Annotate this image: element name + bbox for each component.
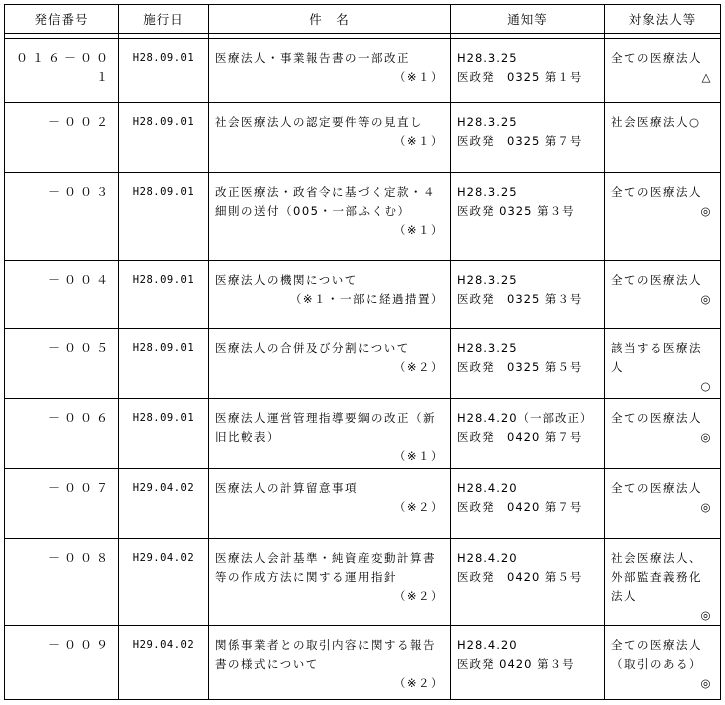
target-mark: ◎ [700,500,712,514]
effective-date: H29.04.02 [132,482,195,494]
subject-text: 医療法人運営管理指導要綱の改正（新旧比較表） [215,411,436,444]
target-mark: ◎ [700,292,712,306]
effective-date: H28.09.01 [132,52,195,64]
subject-text: 医療法人・事業報告書の一部改正 [215,51,410,65]
subject-text: 改正医療法・政省令に基づく定款・４細則の送付（005・一部ふくむ） [215,185,436,218]
header-date: 施行日 [119,5,209,34]
subject-note: （※２） [393,360,444,374]
notice-number: 医政発 0325 第３号 [457,204,575,218]
notice-number: 医政発 0325 第１号 [457,70,583,84]
notice-date: H28.4.20 [457,638,518,652]
subject-text: 医療法人の計算留意事項 [215,481,358,495]
subject-note: （※１） [393,223,444,237]
notice-date: H28.3.25 [457,185,518,199]
notice-date: H28.4.20（一部改正） [457,411,593,425]
target-text: 該当する医療法人 [611,341,702,374]
target-mark: △ [701,70,712,84]
target-text: 全ての医療法人 [611,273,702,287]
notice-number: 医政発 0420 第３号 [457,657,575,671]
target-mark: ◎ [700,676,712,690]
issue-number: －００２ [47,115,112,129]
effective-date: H29.04.02 [132,552,195,564]
subject-text: 社会医療法人の認定要件等の見直し [215,115,423,129]
subject-note: （※１・一部に経過措置） [289,292,444,306]
target-text: 全ての医療法人 [611,51,702,65]
notice-date: H28.3.25 [457,273,518,287]
subject-text: 医療法人会計基準・純資産変動計算書等の作成方法に関する運用指針 [215,551,436,584]
notice-date: H28.4.20 [457,481,518,495]
subject-note: （※１） [393,449,444,463]
issue-number: ０１６－００１ [15,51,112,84]
target-text: 全ての医療法人 [611,185,702,199]
target-text: 全ての医療法人 [611,411,702,425]
subject-text: 関係事業者との取引内容に関する報告書の様式について [215,638,436,671]
issue-number: －００７ [47,481,112,495]
header-number: 発信番号 [5,5,119,34]
header-target: 対象法人等 [605,5,721,34]
notice-number: 医政発 0420 第７号 [457,500,583,514]
target-mark: ◎ [700,608,712,622]
notice-table [4,4,721,700]
effective-date: H28.09.01 [132,186,195,198]
target-text: 社会医療法人○ [611,115,701,129]
table-row [5,39,721,103]
subject-text: 医療法人の合併及び分割について [215,341,410,355]
notice-date: H28.3.25 [457,341,518,355]
target-text: 全ての医療法人（取引のある） [611,638,702,671]
table-row [5,469,721,539]
subject-note: （※２） [393,589,444,603]
issue-number: －００５ [47,341,112,355]
table-row [5,626,721,700]
target-mark: ◎ [700,204,712,218]
subject-text: 医療法人の機関について [215,273,358,287]
subject-note: （※２） [393,676,444,690]
issue-number: －００８ [47,551,112,565]
notice-date: H28.3.25 [457,51,518,65]
effective-date: H28.09.01 [132,116,195,128]
notice-number: 医政発 0420 第５号 [457,570,583,584]
notice-number: 医政発 0325 第５号 [457,360,583,374]
header-notice: 通知等 [451,5,605,34]
issue-number: －００３ [47,185,112,199]
header-row [5,5,721,34]
issue-number: －００６ [47,411,112,425]
target-text: 社会医療法人、外部監査義務化法人 [611,551,702,603]
table-row [5,329,721,399]
header-subject: 件 名 [209,5,451,34]
issue-number: －００４ [47,273,112,287]
subject-note: （※１） [393,134,444,148]
target-text: 全ての医療法人 [611,481,702,495]
effective-date: H28.09.01 [132,274,195,286]
notice-date: H28.4.20 [457,551,518,565]
table-row [5,173,721,261]
effective-date: H29.04.02 [132,639,195,651]
effective-date: H28.09.01 [132,412,195,424]
target-mark: ○ [700,379,712,393]
table-row [5,103,721,173]
effective-date: H28.09.01 [132,342,195,354]
table-row [5,399,721,469]
table-row [5,539,721,626]
notice-date: H28.3.25 [457,115,518,129]
target-mark: ◎ [700,430,712,444]
notice-number: 医政発 0325 第３号 [457,292,583,306]
table-row [5,261,721,329]
subject-note: （※２） [393,500,444,514]
notice-number: 医政発 0420 第７号 [457,430,583,444]
issue-number: －００９ [47,638,112,652]
notice-number: 医政発 0325 第７号 [457,134,583,148]
subject-note: （※１） [393,70,444,84]
